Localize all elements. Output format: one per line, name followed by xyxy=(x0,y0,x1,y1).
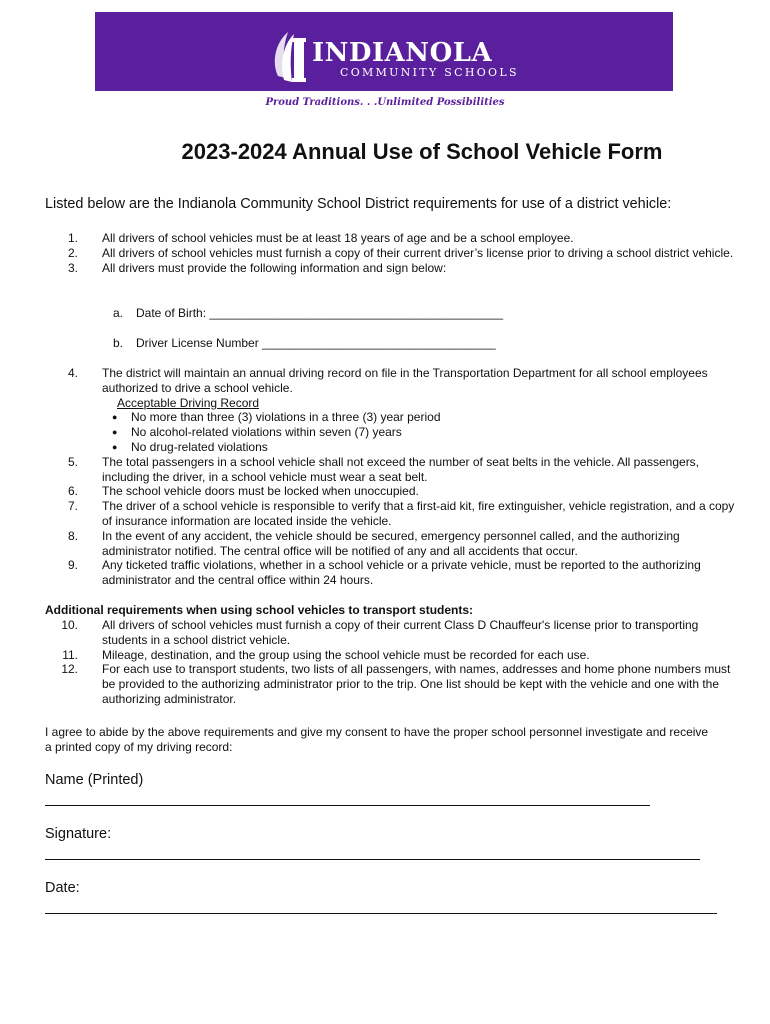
list-item xyxy=(45,529,735,559)
info-sublist xyxy=(45,306,735,321)
item-text: The district will maintain an annual driving record on file in the Transportation Department for all school employees authorized to drive a school vehicle. xyxy=(102,366,708,395)
date-of-birth-field[interactable] xyxy=(45,306,735,321)
list-item xyxy=(45,261,735,276)
item-number: 5. xyxy=(67,454,78,469)
item-text: Mileage, destination, and the group using the school vehicle must be recorded for each use. xyxy=(102,647,590,662)
list-item xyxy=(45,455,735,485)
bullet-text: No drug-related violations xyxy=(131,439,268,454)
item-text: The total passengers in a school vehicle shall not exceed the number of seat belts in the vehicle. All passengers, including the driver, in a school vehicle must wear a seat belt. xyxy=(102,454,700,484)
signature-label: Signature: xyxy=(45,826,112,842)
bullet-item xyxy=(45,440,735,455)
item-text: All drivers must provide the following information and sign below: xyxy=(102,260,447,275)
item-text: All drivers of school vehicles must be at least 18 years of age and be a school employee. xyxy=(102,231,574,245)
list-item xyxy=(45,231,735,246)
list-item xyxy=(45,366,735,396)
bullet-dot-icon: ● xyxy=(112,441,118,452)
item-text: All drivers of school vehicles must furnish a copy of their current Class D Chauffeur's license prior to transporting students in a school district vehicle. xyxy=(102,618,699,647)
signature-field[interactable] xyxy=(45,859,700,860)
item-number: 6. xyxy=(67,484,78,499)
acceptable-record-heading: Acceptable Driving Record xyxy=(117,395,260,410)
bullet-dot-icon: ● xyxy=(112,427,118,438)
item-text: The school vehicle doors must be locked when unoccupied. xyxy=(102,484,419,499)
logo-name: INDIANOLA xyxy=(312,38,493,68)
agreement-text: I agree to abide by the above requirements and give my consent to have the proper school personnel investigate and receive a printed copy of my driving record: xyxy=(45,725,709,754)
item-text: The driver of a school vehicle is responsible to verify that a first-aid kit, fire extinguisher, vehicle registration, and a copy of insurance information are located inside the vehicle. xyxy=(102,499,735,528)
list-item xyxy=(45,246,735,261)
tagline: Proud Traditions. . .Unlimited Possibilities xyxy=(265,97,505,108)
bullet-item xyxy=(45,425,735,440)
item-text: For each use to transport students, two lists of all passengers, with names, addresses and home phone numbers must be provided to the authorizing administrator prior to the trip. One list should be kept with the vehicle and one with the authorizing administrator. xyxy=(102,662,731,706)
bullet-dot-icon: ● xyxy=(112,412,118,423)
item-number: 10. xyxy=(61,618,78,632)
item-number: 11. xyxy=(62,647,78,662)
item-number: 12. xyxy=(61,662,78,677)
school-column-logo-icon xyxy=(270,26,310,86)
bullet-text: No alcohol-related violations within seven (7) years xyxy=(131,425,402,440)
list-item xyxy=(45,484,735,499)
logo-subtitle: COMMUNITY SCHOOLS xyxy=(340,66,519,79)
bullet-text: No more than three (3) violations in a three (3) year period xyxy=(131,410,441,425)
list-item xyxy=(45,558,735,588)
list-item xyxy=(45,648,735,663)
intro-text: Listed below are the Indianola Community School District requirements for use of a district vehicle: xyxy=(45,196,672,212)
sub-text: Date of Birth: ____________________________________________ xyxy=(136,306,504,320)
item-number: 1. xyxy=(67,231,78,245)
info-sublist xyxy=(45,336,735,351)
list-item xyxy=(45,618,735,648)
additional-requirements-heading: Additional requirements when using school vehicles to transport students: xyxy=(45,603,474,617)
sub-text: Driver License Number ___________________________________ xyxy=(136,336,496,350)
item-text: In the event of any accident, the vehicle should be secured, emergency personnel called, and the authorizing administrator notified. The central office will be notified of any and all accidents that occur. xyxy=(102,528,680,558)
name-field[interactable] xyxy=(45,805,650,806)
date-field[interactable] xyxy=(45,913,717,914)
item-number: 7. xyxy=(67,499,78,514)
requirements-list xyxy=(45,231,735,275)
date-label: Date: xyxy=(45,880,80,896)
item-number: 9. xyxy=(67,558,78,573)
item-number: 8. xyxy=(67,528,78,543)
item-text: Any ticketed traffic violations, whether in a school vehicle or a private vehicle, must be reported to the authorizing administrator and the central office within 24 hours. xyxy=(102,558,701,588)
driver-license-field[interactable] xyxy=(45,336,735,351)
requirements-list-continued xyxy=(45,366,735,588)
additional-requirements-list xyxy=(45,618,735,707)
sub-letter: b. xyxy=(113,336,124,350)
item-number: 2. xyxy=(67,245,78,260)
item-number: 3. xyxy=(67,260,78,275)
page-title: 2023-2024 Annual Use of School Vehicle Form xyxy=(181,139,663,164)
bullet-item xyxy=(45,410,735,425)
item-number: 4. xyxy=(67,366,78,380)
list-item xyxy=(45,499,735,529)
list-item xyxy=(45,662,735,706)
item-text: All drivers of school vehicles must furnish a copy of their current driver’s license prior to driving a school district vehicle. xyxy=(102,245,734,260)
name-label: Name (Printed) xyxy=(45,772,144,788)
sub-letter: a. xyxy=(113,306,124,320)
